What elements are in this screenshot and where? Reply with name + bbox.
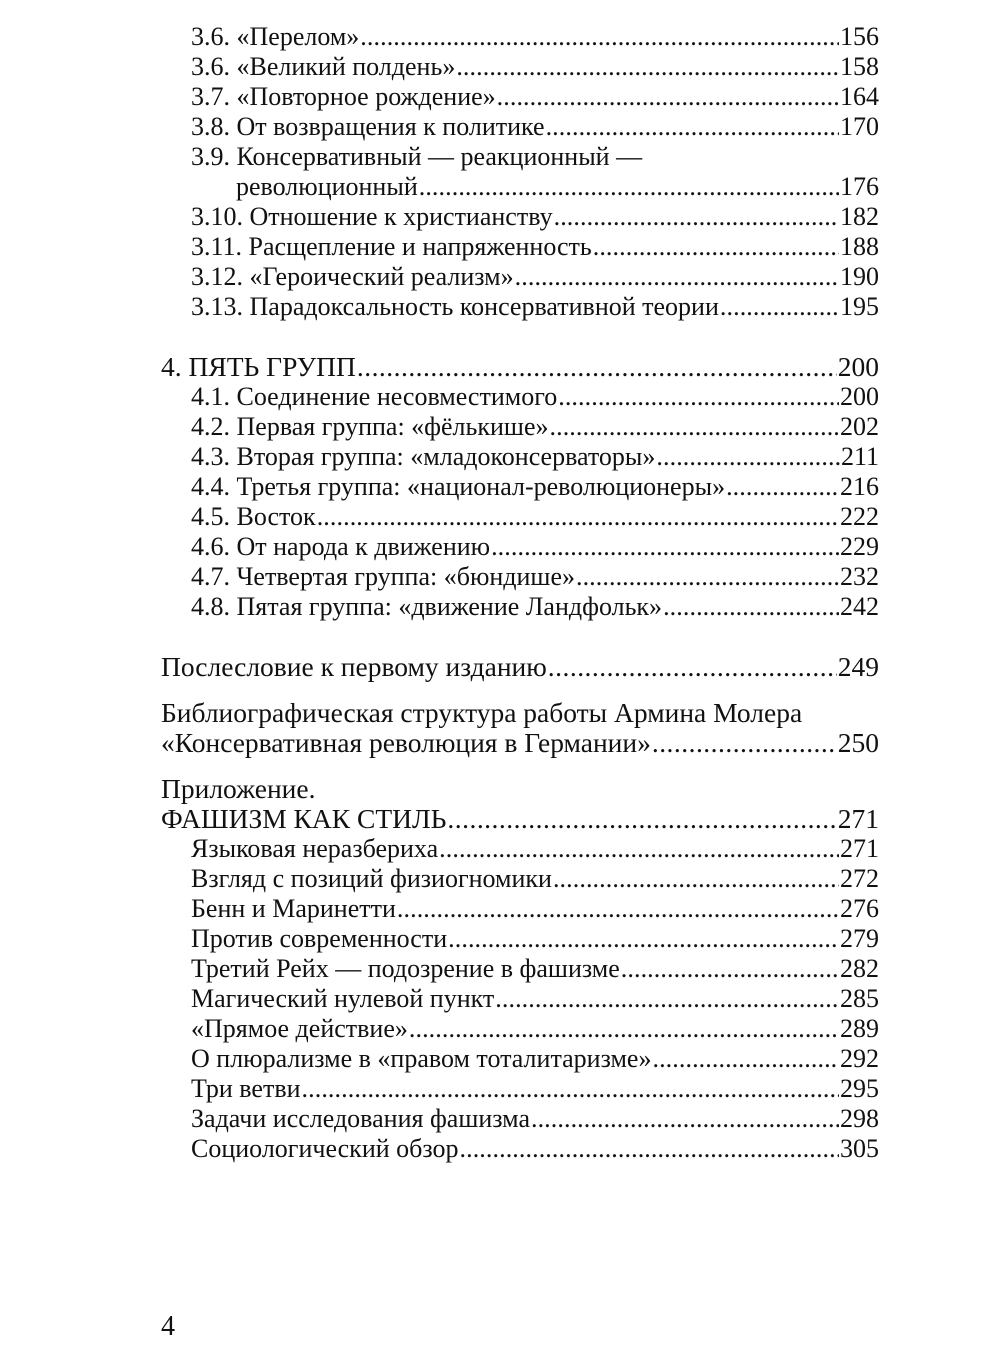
toc-entry-page: 195: [840, 292, 879, 321]
toc-entry-page: 279: [840, 924, 879, 953]
toc-entry-page: 156: [840, 22, 879, 51]
dot-leader: [447, 804, 836, 834]
toc-bibliography-line1: Библиографическая структура работы Армина Молера: [161, 697, 803, 728]
toc-chapter-page: 250: [837, 727, 879, 758]
toc-entry-page: 182: [840, 202, 879, 231]
dot-leader: [357, 352, 837, 382]
dot-leader: [656, 442, 840, 472]
toc-entry-label: 4.4. Третья группа: «национал-революционеры»: [191, 472, 726, 501]
toc-chapter-page: 249: [837, 651, 879, 682]
toc-chapter-page: 200: [837, 351, 879, 382]
dot-leader: [360, 22, 839, 52]
toc-entry-page: 202: [840, 412, 879, 441]
toc-entry-page: 200: [840, 382, 879, 411]
toc-chapter-label: «Консервативная революция в Германии»: [161, 727, 651, 758]
toc-entry-page: 158: [840, 52, 879, 81]
toc-entry-page: 216: [840, 472, 879, 501]
dot-leader: [576, 562, 839, 592]
dot-leader: [720, 292, 839, 322]
toc-entry-label: 3.8. От возвращения к политике: [191, 112, 545, 141]
toc-entry-page: 242: [840, 592, 879, 621]
toc-entry-label: 3.6. «Перелом»: [191, 22, 360, 51]
dot-leader: [531, 1104, 839, 1134]
toc-entry-label: 4.7. Четвертая группа: «бюндише»: [191, 562, 575, 591]
toc-bibliography: [161, 728, 879, 758]
toc-entry-label: 3.10. Отношение к христианству: [191, 202, 553, 231]
toc-entry-label: 4.8. Пятая группа: «движение Ландфольк»: [191, 592, 663, 621]
dot-leader: [491, 532, 839, 562]
dot-leader: [554, 202, 839, 232]
toc-entry-page: 170: [840, 112, 879, 141]
toc-entry-label: революционный: [236, 172, 418, 201]
toc-appendix-heading: Приложение.: [161, 773, 316, 804]
dot-leader: [652, 728, 837, 758]
toc-appendix-item: [161, 1074, 879, 1104]
toc-entry-4-1: [161, 382, 879, 412]
toc-entry-label: 3.6. «Великий полдень»: [191, 52, 456, 81]
toc-entry-3-9: [161, 172, 879, 202]
toc-entry-page: 298: [840, 1104, 879, 1133]
toc-entry-4-7: [161, 562, 879, 592]
toc-entry-page: 176: [840, 172, 879, 201]
toc-entry-page: 295: [840, 1074, 879, 1103]
toc-entry-page: 289: [840, 1014, 879, 1043]
toc-entry-label: 4.5. Восток: [191, 502, 316, 531]
dot-leader: [419, 172, 839, 202]
toc-entry-label: О плюрализме в «правом тоталитаризме»: [191, 1044, 652, 1073]
toc-entry-page: 190: [840, 262, 879, 291]
toc-appendix-item: [161, 1104, 879, 1134]
toc-entry-page: 229: [840, 532, 879, 561]
spacer: [161, 758, 879, 774]
toc-appendix-item: [161, 1014, 879, 1044]
toc-chapter-page: 271: [837, 803, 879, 834]
toc-entry-page: 285: [840, 984, 879, 1013]
dot-leader: [553, 864, 839, 894]
dot-leader: [439, 834, 839, 864]
dot-leader: [409, 1014, 839, 1044]
toc-entry-3-13: [161, 292, 879, 322]
dot-leader: [550, 412, 840, 442]
toc-entry-label: 4.3. Вторая группа: «младоконсерваторы»: [191, 442, 656, 471]
toc-entry-4-6: [161, 532, 879, 562]
dot-leader: [448, 924, 839, 954]
toc-entry-4-3: [161, 442, 879, 472]
toc-entry-4-5: [161, 502, 879, 532]
toc-entry-page: 188: [840, 232, 879, 261]
dot-leader: [456, 52, 839, 82]
toc-entry-page: 164: [840, 82, 879, 111]
dot-leader: [515, 262, 839, 292]
toc-entry-label: 4.2. Первая группа: «фёлькише»: [191, 412, 549, 441]
toc-appendix-item: [161, 1134, 879, 1164]
spacer: [161, 682, 879, 698]
toc-chapter-label: 4. ПЯТЬ ГРУПП: [161, 351, 356, 382]
dot-leader: [726, 472, 839, 502]
toc-entry-label: Магический нулевой пункт: [191, 984, 495, 1013]
toc-entry-label: «Прямое действие»: [191, 1014, 408, 1043]
toc-entry-3-11: [161, 232, 879, 262]
toc-entry-label: 3.13. Парадоксальность консервативной теории: [191, 292, 719, 321]
toc-entry-4-2: [161, 412, 879, 442]
toc-entry-label: 4.6. От народа к движению: [191, 532, 491, 561]
toc-entry-page: 276: [840, 894, 879, 923]
toc-appendix-item: [161, 984, 879, 1014]
dot-leader: [397, 894, 839, 924]
toc-entry-page: 271: [840, 834, 879, 863]
dot-leader: [558, 382, 839, 412]
table-of-contents: [161, 22, 879, 1164]
toc-entry-page: 211: [840, 442, 879, 471]
dot-leader: [460, 1134, 840, 1164]
toc-appendix-item: [161, 954, 879, 984]
dot-leader: [663, 592, 839, 622]
toc-appendix-item: [161, 894, 879, 924]
toc-entry-label: 3.7. «Повторное рождение»: [191, 82, 496, 111]
toc-entry-label: 3.12. «Героический реализм»: [191, 262, 514, 291]
dot-leader: [621, 954, 839, 984]
toc-appendix-item: [161, 834, 879, 864]
toc-entry-3-9-line1: 3.9. Консервативный — реакционный —: [191, 142, 643, 171]
toc-entry-page: 292: [840, 1044, 879, 1073]
toc-entry-label: Против современности: [191, 924, 448, 953]
toc-appendix-item: [161, 864, 879, 894]
dot-leader: [548, 652, 837, 682]
toc-entry-label: Три ветви: [191, 1074, 301, 1103]
toc-appendix-title: [161, 804, 879, 834]
toc-entry-4-8: [161, 592, 879, 622]
spacer: [161, 622, 879, 652]
toc-entry-3-10: [161, 202, 879, 232]
toc-entry-label: Задачи исследования фашизма: [191, 1104, 530, 1133]
toc-chapter-label: ФАШИЗМ КАК СТИЛЬ: [161, 803, 447, 834]
dot-leader: [652, 1044, 839, 1074]
toc-entry-3-6a: [161, 22, 879, 52]
toc-entry-label: Языковая неразбериха: [191, 834, 439, 863]
dot-leader: [302, 1074, 839, 1104]
toc-entry-label: 3.11. Расщепление и напряженность: [191, 232, 592, 261]
dot-leader: [495, 984, 839, 1014]
toc-entry-page: 222: [840, 502, 879, 531]
dot-leader: [546, 112, 839, 142]
toc-entry-page: 305: [840, 1134, 879, 1163]
toc-entry-3-12: [161, 262, 879, 292]
toc-entry-page: 232: [840, 562, 879, 591]
spacer: [161, 322, 879, 352]
toc-entry-3-7: [161, 82, 879, 112]
toc-entry-4-4: [161, 472, 879, 502]
toc-entry-label: Третий Рейх — подозрение в фашизме: [191, 954, 620, 983]
toc-afterword: [161, 652, 879, 682]
toc-appendix-item: [161, 924, 879, 954]
toc-entry-page: 272: [840, 864, 879, 893]
toc-entry-label: 4.1. Соединение несовместимого: [191, 382, 558, 411]
toc-chapter-4: [161, 352, 879, 382]
toc-entry-3-8: [161, 112, 879, 142]
dot-leader: [497, 82, 839, 112]
toc-entry-3-6b: [161, 52, 879, 82]
toc-entry-label: Взгляд с позиций физиогномики: [191, 864, 552, 893]
toc-appendix-item: [161, 1044, 879, 1074]
toc-entry-label: Социологический обзор: [191, 1134, 459, 1163]
dot-leader: [593, 232, 839, 262]
dot-leader: [317, 502, 839, 532]
toc-chapter-label: Послесловие к первому изданию: [161, 651, 547, 682]
toc-entry-page: 282: [840, 954, 879, 983]
toc-entry-label: Бенн и Маринетти: [191, 894, 396, 923]
page-number: 4: [161, 1311, 175, 1342]
